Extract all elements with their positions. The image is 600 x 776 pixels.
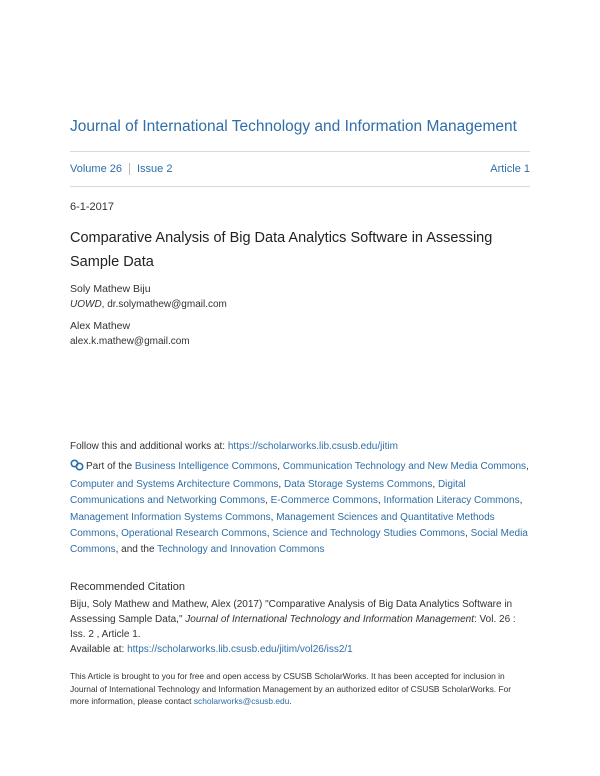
author-block bbox=[70, 318, 190, 350]
header-divider-top bbox=[70, 151, 530, 152]
part-of-prefix: Part of the bbox=[86, 461, 133, 472]
author-block bbox=[70, 281, 227, 313]
commons-link[interactable]: Social Media Commons bbox=[70, 527, 528, 556]
journal-title[interactable]: Journal of International Technology and Information Management bbox=[70, 118, 517, 135]
available-label: Available at: bbox=[70, 644, 125, 655]
author-name: Alex Mathew bbox=[70, 320, 131, 332]
separator bbox=[129, 163, 130, 175]
citation-journal: Journal of International Technology and Information Management bbox=[185, 614, 474, 625]
footer-text: This Article is brought to you for free and open access by CSUSB ScholarWorks. It has been accepted for inclusion in Journal of International Technology and Information Management by an authorized editor of CSUSB ScholarWorks. For more information, please contact bbox=[70, 671, 512, 706]
citation-link[interactable]: https://scholarworks.lib.csusb.edu/jitim/vol26/iss2/1 bbox=[127, 644, 353, 655]
commons-link[interactable]: Science and Technology Studies Commons bbox=[272, 527, 466, 539]
volume-issue-row bbox=[70, 163, 530, 175]
commons-link[interactable]: Digital Communications and Networking Commons bbox=[70, 479, 466, 507]
volume-link[interactable]: Volume 26 bbox=[70, 163, 122, 175]
issue-link[interactable]: Issue 2 bbox=[136, 163, 173, 175]
follow-text: Follow this and additional works at: bbox=[70, 441, 226, 452]
article-link[interactable]: Article 1 bbox=[490, 163, 530, 175]
author-name: Soly Mathew Biju bbox=[70, 283, 151, 295]
commons-link[interactable]: Business Intelligence Commons bbox=[134, 461, 278, 472]
citation-authors: Biju, Soly Mathew and Mathew, Alex (2017) "Comparative Analysis of Big Data Analytics Software in Assessing Sample Data," bbox=[70, 599, 513, 625]
part-of-commons: Part of the Business Intelligence Commons, Communication Technology and New Media Commons, Computer and Systems Architecture Commons, Data Storage Systems Commons, Digital Communications and Networking Commons, E-Commerce Commons, Information Literacy Commons, Management Information Systems Commons, Management Sciences and Quantitative Methods Commons, Operational Research Commons, Science and Technology Studies Commons, Social Media Commons, and the Technology and Innovation Commons bbox=[70, 461, 529, 556]
commons-link[interactable]: E-Commerce Commons bbox=[270, 495, 378, 507]
commons-link[interactable]: Information Literacy Commons bbox=[383, 495, 520, 507]
open-access-icon bbox=[70, 459, 84, 477]
citation-text bbox=[70, 597, 530, 657]
commons-link[interactable]: Computer and Systems Architecture Commons bbox=[70, 479, 279, 491]
commons-link[interactable]: Management Information Systems Commons bbox=[70, 511, 271, 523]
author-affiliation: UOWD, dr.solymathew@gmail.com bbox=[70, 299, 227, 310]
follow-link[interactable]: https://scholarworks.lib.csusb.edu/jitim bbox=[227, 441, 398, 452]
follow-line bbox=[70, 441, 398, 452]
footer-end: . bbox=[289, 696, 292, 706]
author-email: alex.k.mathew@gmail.com bbox=[70, 336, 190, 347]
affiliation: UOWD bbox=[70, 299, 102, 310]
citation-details: : Vol. 26 : Iss. 2 , Article 1. bbox=[70, 614, 516, 640]
author-email: dr.solymathew@gmail.com bbox=[107, 299, 227, 310]
contact-email-link[interactable]: scholarworks@csusb.edu bbox=[193, 696, 290, 706]
commons-link[interactable]: Technology and Innovation Commons bbox=[157, 544, 325, 556]
conjunction: and the bbox=[121, 544, 155, 556]
publication-date: 6-1-2017 bbox=[70, 201, 115, 213]
commons-link[interactable]: Communication Technology and New Media Commons bbox=[282, 461, 527, 472]
paper-title: Comparative Analysis of Big Data Analytics Software in Assessing Sample Data bbox=[70, 230, 493, 270]
commons-link[interactable]: Operational Research Commons bbox=[121, 527, 267, 539]
footer-notice bbox=[70, 670, 530, 708]
header-divider-bottom bbox=[70, 186, 530, 187]
recommended-citation-heading: Recommended Citation bbox=[70, 581, 185, 593]
commons-link[interactable]: Data Storage Systems Commons bbox=[283, 479, 433, 491]
commons-link[interactable]: Management Sciences and Quantitative Methods Commons bbox=[70, 511, 495, 539]
